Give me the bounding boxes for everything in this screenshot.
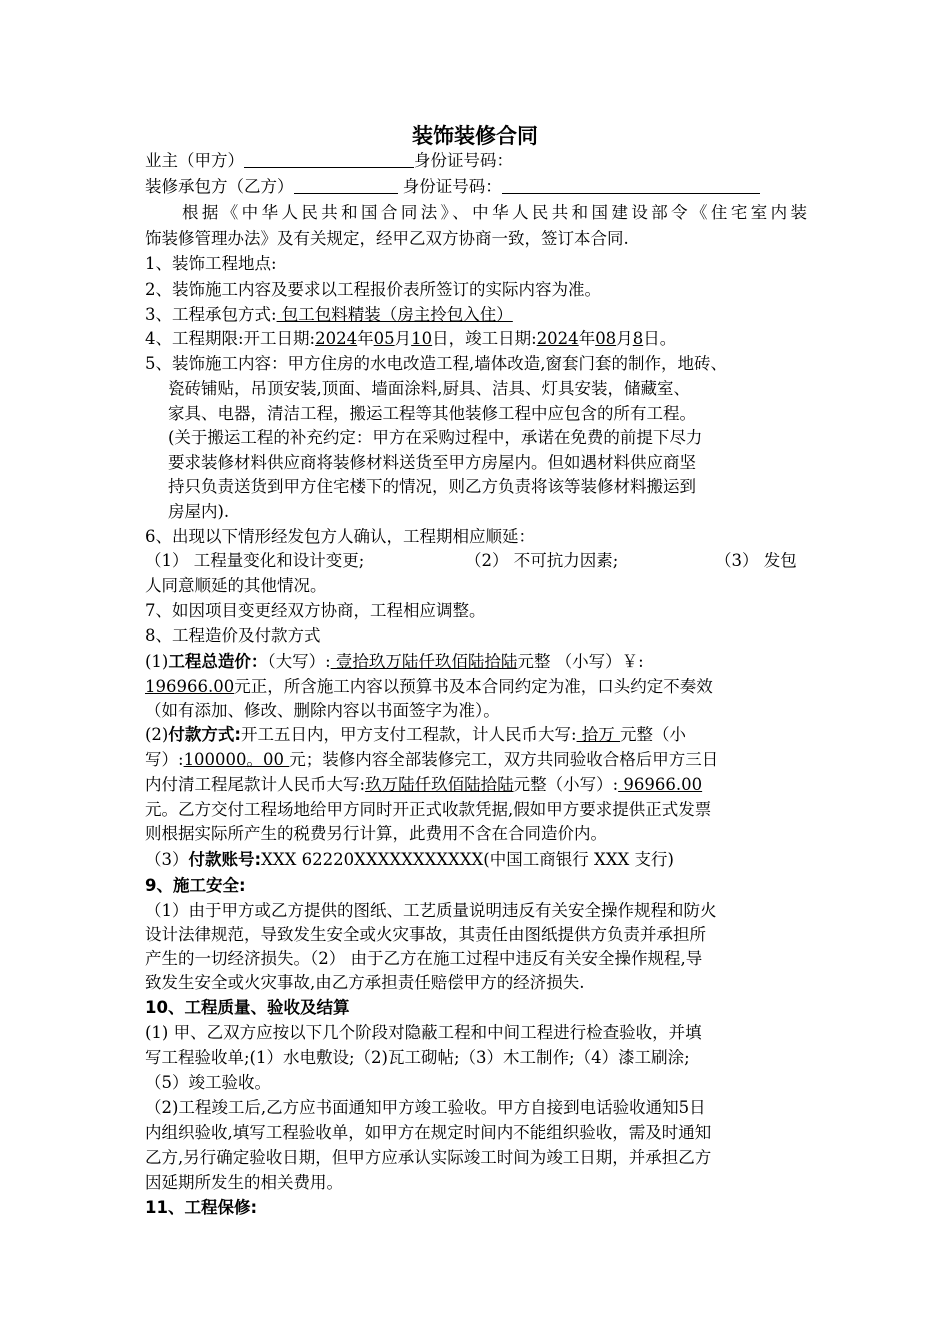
payment-method-line-4: 元。乙方交付工程场地给甲方同时开正式收款凭据,假如甲方要求提供正式发票 <box>145 800 712 819</box>
end-day: 8 <box>632 329 644 348</box>
owner-label: 业主（甲方） <box>145 151 244 170</box>
total-price-line <box>145 648 845 675</box>
owner-line <box>145 147 845 174</box>
first-payment-uppercase: 拾万 <box>576 725 621 744</box>
clause-11-title: 11、工程保修: <box>145 1198 258 1217</box>
clause-5-line-6: 持只负责送货到甲方住宅楼下的情况，则乙方负责将该等装修材料搬运到 <box>168 477 696 496</box>
contractor-name-blank[interactable] <box>294 177 398 194</box>
first-payment-unit: 元整（小 <box>620 725 687 744</box>
total-price-label: 工程总造价： <box>168 652 268 671</box>
payment-method-line <box>145 721 845 748</box>
total-price-number: 196966.00 <box>145 677 235 696</box>
clause-6-item-3: （3） 发包 <box>715 551 797 570</box>
owner-id-label: 身份证号码： <box>414 151 513 170</box>
clause-10-line-3: （5）竣工验收。 <box>145 1073 271 1092</box>
payment-account-label: 付款账号: <box>188 850 262 869</box>
clause-5-line-4: (关于搬运工程的补充约定：甲方在采购过程中，承诺在免费的前提下尽力 <box>168 428 703 447</box>
item-number: （3） <box>145 850 189 869</box>
clause-2: 2、装饰施工内容及要求以工程报价表所签订的实际内容为准。 <box>145 280 601 299</box>
clause-9-line-4: 致发生安全或火灾事故,由乙方承担责任赔偿甲方的经济损失. <box>145 973 585 992</box>
item-number: (1) <box>145 652 169 671</box>
contract-method-value: 包工包料精装（房主拎包入住） <box>276 305 513 324</box>
contractor-line <box>145 173 845 200</box>
clause-5-line-5: 要求装修材料供应商将装修材料送货至甲方房屋内。但如遇材料供应商坚 <box>168 453 696 472</box>
payment-account-line <box>145 846 845 873</box>
clause-5-line-1: 5、装饰施工内容：甲方住房的水电改造工程,墙体改造,窗套门套的制作，地砖、 <box>145 354 727 373</box>
start-year: 2024 <box>315 329 358 348</box>
contractor-id-blank[interactable] <box>502 177 760 194</box>
clause-8-title: 8、工程造价及付款方式 <box>145 626 321 645</box>
total-price-note: 元正，所含施工内容以预算书及本合同约定为准，口头约定不奏效 <box>234 677 713 696</box>
payment-method-line-2 <box>145 746 845 773</box>
clause-10-line-2: 写工程验收单;(1）水电敷设;（2)瓦工砌帖;（3）木工制作;（4）漆工刷涂; <box>145 1048 690 1067</box>
start-month: 05 <box>373 329 395 348</box>
clause-6-item-3-cont: 人同意顺延的其他情况。 <box>145 576 327 595</box>
end-year: 2024 <box>536 329 579 348</box>
lowercase-label: 元整 （小写）￥: <box>517 652 644 671</box>
document-title: 装饰装修合同 <box>412 124 538 148</box>
total-price-uppercase: 壹拾玖万陆仟玖佰陆拾陆 <box>330 652 518 671</box>
lowercase-label: 元整（小写）: <box>513 775 619 794</box>
year-text: 年 <box>357 329 374 348</box>
clause-3-label: 3、工程承包方式: <box>145 305 277 324</box>
month-text: 月 <box>394 329 412 348</box>
intro-line-1: 根据《中华人民共和国合同法》、中华人民共和国建设部令《住宅室内装 <box>182 203 807 222</box>
clause-4 <box>145 325 845 352</box>
payment-method-line-5: 则根据实际所产生的税费另行计算，此费用不含在合同造价内。 <box>145 824 607 843</box>
final-payment-text: 元；装修内容全部装修完工，双方共同验收合格后甲方三日 <box>289 750 719 769</box>
total-price-line-2 <box>145 673 845 700</box>
uppercase-label: （大写）: <box>267 652 331 671</box>
intro-line-2: 饰装修管理办法》及有关规定，经甲乙双方协商一致，签订本合同. <box>145 229 629 248</box>
clause-5-line-3: 家具、电器，清洁工程，搬运工程等其他装修工程中应包含的所有工程。 <box>168 404 696 423</box>
year-text: 年 <box>578 329 596 348</box>
clause-10-title: 10、工程质量、验收及结算 <box>145 998 350 1017</box>
start-day: 10 <box>411 329 433 348</box>
clause-4-label: 4、工程期限:开工日期: <box>145 329 316 348</box>
payment-method-label: 付款方式: <box>168 725 241 744</box>
clause-6-item-1: （1） 工程量变化和设计变更; <box>145 551 365 570</box>
clause-9-line-2: 设计法律规范，导致发生安全或火灾事故，其责任由图纸提供方负责并承担所 <box>145 925 706 944</box>
clause-10-line-5: 内组织验收,填写工程验收单，如甲方在规定时间内不能组织验收，需及时通知 <box>145 1123 712 1142</box>
first-payment-text: 开工五日内，甲方支付工程款，计人民币大写: <box>240 725 577 744</box>
item-number: (2) <box>145 725 169 744</box>
clause-5-line-7: 房屋内). <box>168 502 230 521</box>
clause-10-line-6: 乙方,另行确定验收日期，但甲方应承认实际竣工时间为竣工日期，并承担乙方 <box>145 1148 712 1167</box>
clause-9-title: 9、施工安全: <box>145 876 246 895</box>
clause-10-line-4: （2)工程竣工后,乙方应书面通知甲方竣工验收。甲方自接到电话验收通知5日 <box>145 1098 706 1117</box>
clause-5-line-2: 瓷砖铺贴，吊顶安装,顶面、墙面涂料,厨具、洁具、灯具安装，储藏室、 <box>168 379 690 398</box>
end-date-label: 日，竣工日期: <box>432 329 537 348</box>
total-price-line-3: （如有添加、修改、删除内容以书面签字为准）。 <box>145 701 500 720</box>
final-payment-uppercase: 玖万陆仟玖佰陆拾陆 <box>365 775 514 794</box>
end-month: 08 <box>595 329 617 348</box>
clause-6-item-2: （2） 不可抗力因素; <box>465 551 619 570</box>
clause-9-line-1: （1）由于甲方或乙方提供的图纸、工艺质量说明违反有关安全操作规程和防火 <box>145 901 717 920</box>
contractor-id-label: 身份证号码： <box>402 177 502 196</box>
clause-10-line-1: (1) 甲、乙双方应按以下几个阶段对隐蔽工程和中间工程进行检查验收，并填 <box>145 1023 702 1042</box>
payment-account-value: XXX 62220XXXXXXXXXXX(中国工商银行 XXX 支行) <box>261 850 674 869</box>
day-text: 日。 <box>643 329 677 348</box>
clause-6-title: 6、出现以下情形经发包方人确认，工程期相应顺延： <box>145 527 535 546</box>
clause-1: 1、装饰工程地点: <box>145 254 277 273</box>
final-payment-label: 内付清工程尾款计人民币大写: <box>145 775 366 794</box>
clause-10-line-7: 因延期所发生的相关费用。 <box>145 1173 343 1192</box>
contractor-label: 装修承包方（乙方） <box>145 177 294 196</box>
payment-method-line-3 <box>145 771 845 798</box>
clause-9-line-3: 产生的一切经济损失。（2） 由于乙方在施工过程中违反有关安全操作规程,导 <box>145 949 703 968</box>
owner-name-blank[interactable] <box>244 151 414 168</box>
month-text: 月 <box>616 329 633 348</box>
clause-3 <box>145 301 845 328</box>
lowercase-label: 写）: <box>145 750 184 769</box>
first-payment-number: 100000。00 <box>183 750 290 769</box>
final-payment-number: 96966.00 <box>618 775 703 794</box>
clause-7: 7、如因项目变更经双方协商，工程相应调整。 <box>145 601 486 620</box>
clause-6-items <box>145 547 845 574</box>
